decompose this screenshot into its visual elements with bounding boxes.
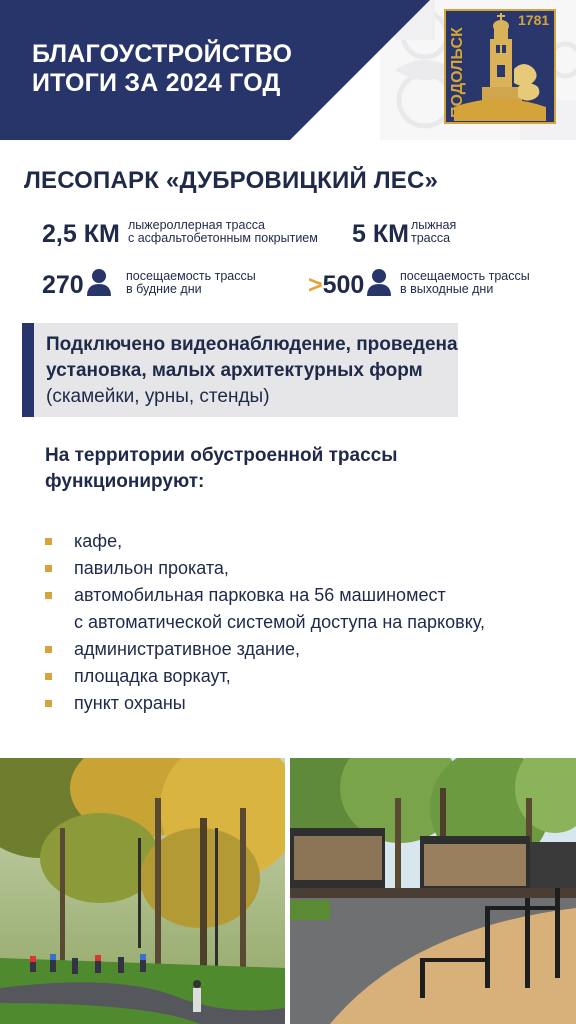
info-box-sub-text: (скамейки, урны, стенды)	[46, 386, 270, 407]
bullet-marker-icon	[45, 673, 52, 680]
ski-distance-value: 5 КМ	[352, 220, 409, 248]
weekend-visits-prefix: >	[308, 271, 323, 299]
info-box	[22, 323, 458, 417]
list-item	[45, 663, 565, 690]
facilities-heading: На территории обустроенной трассы функционируют:	[45, 445, 398, 492]
weekday-visits-line2: в будние дни	[126, 282, 202, 296]
weekday-visits-line1: посещаемость трассы	[126, 269, 256, 283]
list-item	[45, 690, 565, 717]
list-item-text: павильон проката,	[74, 558, 229, 578]
person-icon	[366, 268, 392, 296]
bullet-marker-icon	[45, 565, 52, 572]
weekend-visits-description	[400, 270, 530, 296]
list-item-text: с автоматической системой доступа на парковку,	[74, 612, 485, 632]
person-icon	[86, 268, 112, 296]
page-title	[32, 40, 292, 98]
roller-description	[128, 219, 318, 245]
park-title: ЛЕСОПАРК «ДУБРОВИЦКИЙ ЛЕС»	[24, 167, 439, 194]
list-item-text: пункт охраны	[74, 693, 186, 713]
list-item-text: кафе,	[74, 531, 123, 551]
list-item-text: административное здание,	[74, 639, 301, 659]
list-item-continuation	[45, 609, 565, 636]
weekend-visits-line1: посещаемость трассы	[400, 269, 530, 283]
page-title-line1: БЛАГОУСТРОЙСТВО	[32, 40, 293, 68]
list-item-text: автомобильная парковка на 56 машиномест	[74, 585, 446, 605]
emblem-year: 1781	[518, 12, 550, 28]
weekday-visits-description	[126, 270, 256, 296]
weekend-visits-number: 500	[322, 271, 365, 299]
list-item	[45, 528, 565, 555]
bullet-marker-icon	[45, 646, 52, 653]
facilities-list	[45, 528, 565, 717]
info-box-strong-text: Подключено видеонаблюдение, проведена установка, малых архитектурных форм	[46, 334, 458, 381]
ski-description-line1: лыжная	[411, 218, 457, 232]
weekend-visits-value	[308, 270, 364, 300]
roller-distance-value: 2,5 КМ	[42, 220, 120, 248]
info-box-accent-bar	[22, 323, 34, 417]
header	[0, 0, 576, 140]
svg-text:ПОДОЛЬСК: ПОДОЛЬСК	[449, 27, 466, 118]
photo-park-pavilions	[290, 758, 576, 1024]
list-item	[45, 636, 565, 663]
list-item	[45, 582, 565, 609]
bullet-marker-icon	[45, 538, 52, 545]
roller-description-line1: лыжероллерная трасса	[128, 218, 265, 232]
bullet-marker-icon	[45, 592, 52, 599]
ski-description-line2: трасса	[411, 231, 451, 245]
ski-description	[411, 219, 456, 245]
weekend-visits-line2: в выходные дни	[400, 282, 494, 296]
list-item	[45, 555, 565, 582]
list-item-text: площадка воркаут,	[74, 666, 231, 686]
bullet-marker-icon	[45, 700, 52, 707]
weekday-visits-value: 270	[42, 271, 84, 299]
roller-description-line2: с асфальтобетонным покрытием	[128, 231, 318, 245]
photo-cycling-track	[0, 758, 285, 1024]
emblem-city-name	[443, 16, 467, 120]
page-title-line2: ИТОГИ ЗА 2024 ГОД	[32, 69, 281, 97]
